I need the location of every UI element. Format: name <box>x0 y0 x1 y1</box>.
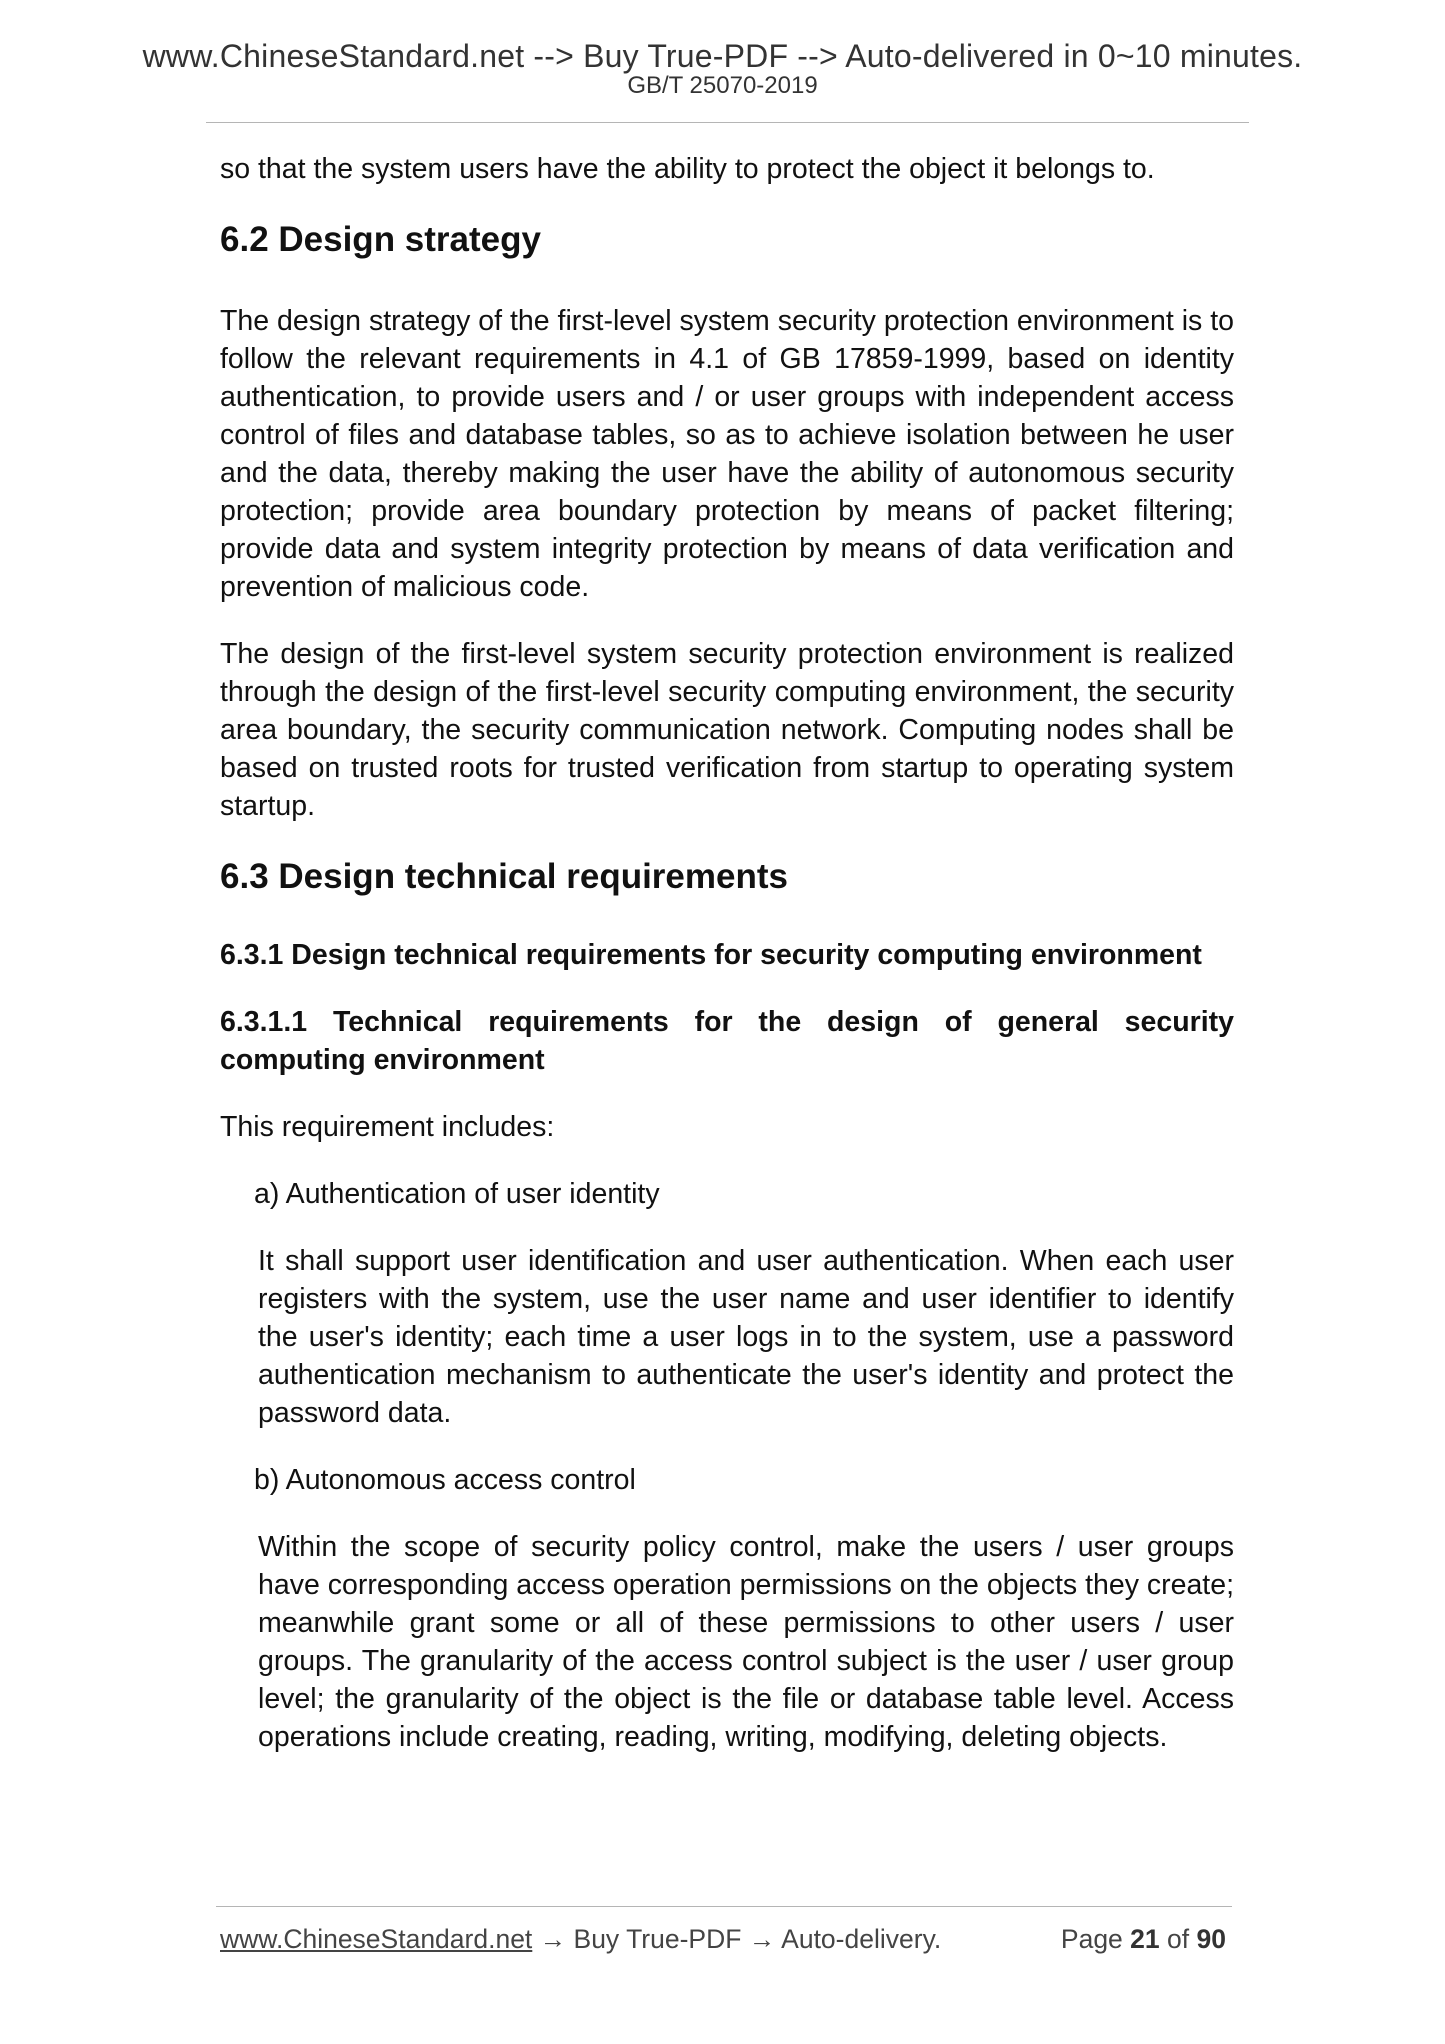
header-divider <box>206 122 1249 123</box>
footer-link[interactable]: www.ChineseStandard.net <box>220 1924 533 1954</box>
section-6-2-paragraph-1: The design strategy of the first-level system security protection environment is to follow the relevant requirements in 4.1 of GB 17859-1999, based on identity authentication, to provide users and / or user groups with independent access control of files and database tables, so as to achieve isolation between he user and the data, thereby making the user have the ability of autonomous security protection; provide area boundary protection by means of packet filtering; provide data and system integrity protection by means of data verification and prevention of malicious code. <box>220 305 1234 603</box>
section-6-2-paragraph-2: The design of the first-level system security protection environment is realized through the design of the first-level security computing environment, the security area boundary, the security communication network. Computing nodes shall be based on trusted roots for trusted verification from startup to operating system startup. <box>220 638 1234 822</box>
document-id: GB/T 25070-2019 <box>627 72 818 99</box>
page-total: 90 <box>1196 1924 1226 1954</box>
page-label: Page <box>1060 1924 1123 1954</box>
page-footer <box>220 1924 1232 1955</box>
footer-divider <box>216 1906 1232 1907</box>
page-content <box>220 150 1234 1756</box>
section-6-3-1-1-heading: 6.3.1.1 Technical requirements for the design of general security computing environment <box>220 1006 1234 1076</box>
section-6-3-1-heading: 6.3.1 Design technical requirements for security computing environment <box>220 939 1202 971</box>
item-a-text: It shall support user identification and user authentication. When each user registers with the system, use the user name and user identifier to identify the user's identity; each time a user logs in to the system, use a password authentication mechanism to authenticate the user's identity and protect the password data. <box>258 1245 1234 1429</box>
section-6-2-heading: 6.2 Design strategy <box>220 220 541 259</box>
top-banner: www.ChineseStandard.net --> Buy True-PDF --> Auto-delivered in 0~10 minutes. <box>142 38 1303 74</box>
intro-text: so that the system users have the ability to protect the object it belongs to. <box>220 153 1155 185</box>
item-b-label: b) Autonomous access control <box>254 1464 636 1496</box>
item-a-label: a) Authentication of user identity <box>254 1178 660 1210</box>
page-number: 21 <box>1130 1924 1160 1954</box>
footer-tagline: → Buy True-PDF → Auto-delivery. <box>532 1924 942 1954</box>
requirement-intro: This requirement includes: <box>220 1111 555 1143</box>
section-6-3-heading: 6.3 Design technical requirements <box>220 857 788 896</box>
page-indicator <box>1061 1924 1226 1955</box>
item-b-text: Within the scope of security policy control, make the users / user groups have corresponding access operation permissions on the objects they create; meanwhile grant some or all of these permissions to other users / user groups. The granularity of the access control subject is the user / user group level; the granularity of the object is the file or database table level. Access operations include creating, reading, writing, modifying, deleting objects. <box>258 1531 1234 1753</box>
page-of-label: of <box>1167 1924 1190 1954</box>
